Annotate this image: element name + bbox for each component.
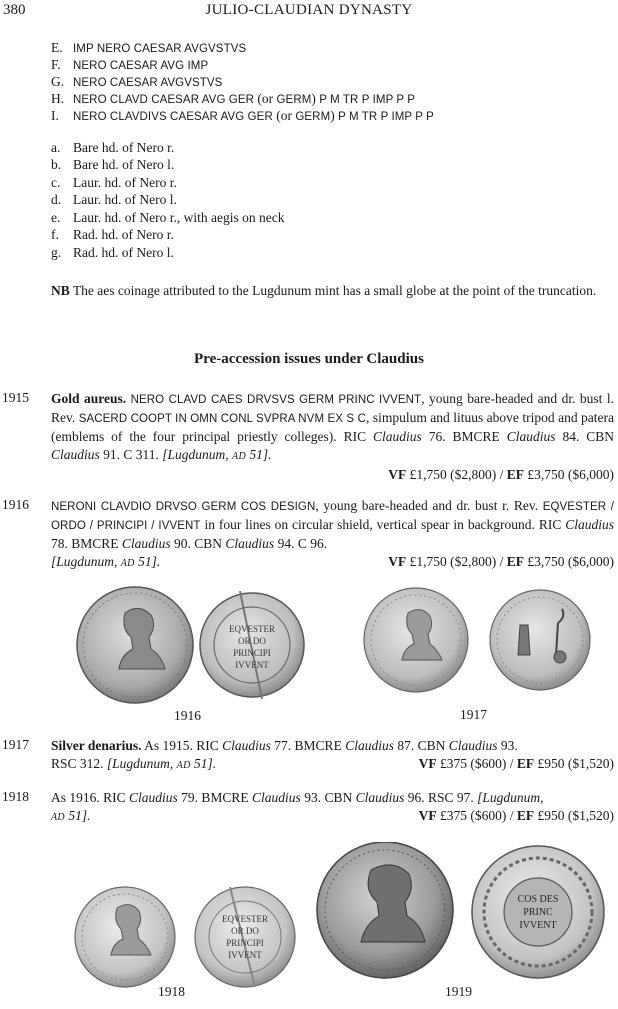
shield-line-2: OR DO bbox=[231, 926, 259, 936]
coin-1919-reverse bbox=[472, 846, 604, 978]
coin-1917-obverse bbox=[364, 588, 468, 692]
price-line-1915: VF £1,750 ($2,800) / EF £3,750 ($6,000) bbox=[388, 467, 614, 482]
legend-g: G. NERO CAESAR AVGVSTVS bbox=[51, 74, 223, 89]
shield-line-3: PRINCIPI bbox=[233, 648, 271, 658]
coin-1917-reverse bbox=[490, 590, 590, 690]
portrait-b: b. Bare hd. of Nero l. bbox=[51, 157, 175, 172]
legend-f: F. NERO CAESAR AVG IMP bbox=[51, 57, 209, 72]
legend-h: H. NERO CLAVD CAESAR AVG GER (or GERM) P M TR P IMP P P bbox=[51, 91, 416, 106]
shield-line-3: PRINCIPI bbox=[226, 938, 264, 948]
nb-note: NB The aes coinage attributed to the Lugdunum mint has a small globe at the point of the truncation. bbox=[51, 283, 597, 298]
catalog-number-1917: 1917 bbox=[2, 737, 29, 752]
caption-1916: 1916 bbox=[174, 708, 201, 723]
coin-plate-1916-1917 bbox=[70, 585, 618, 710]
shield-line-1: EQVESTER bbox=[229, 624, 275, 634]
mint-price-line-1917: RSC 312. [Lugdunum, AD 51]. VF £375 ($600) / EF £950 ($1,520) bbox=[51, 756, 614, 771]
legend-e: E. IMP NERO CAESAR AVGVSTVS bbox=[51, 40, 247, 55]
portrait-d: d. Laur. hd. of Nero l. bbox=[51, 192, 177, 207]
shield-line-2: OR DO bbox=[238, 636, 266, 646]
coin-1918-obverse bbox=[75, 887, 175, 987]
wreath-line-2: PRINC bbox=[523, 907, 553, 918]
wreath-line-1: COS DES bbox=[517, 894, 559, 905]
coin-1919-obverse bbox=[317, 842, 453, 978]
shield-line-4: IVVENT bbox=[228, 950, 262, 960]
catalog-number-1918: 1918 bbox=[2, 789, 29, 804]
catalog-entry-1916: NERONI CLAVDIO DRVSO GERM COS DESIGN, young bare-headed and dr. bust r. Rev. EQVESTER / ORDO / PRINCIPI / IVVENT in four lines on circular shield, vertical spear in background. RIC Claudius 78. BMCRE Claudius 90. CBN Claudius 94. C 96. [Lugdunum, AD 51]. VF £1,750 ($2,800) / EF £3,750 ($6,000) bbox=[51, 497, 614, 573]
catalog-entry-1915: Gold aureus. NERO CLAVD CAES DRVSVS GERM PRINC IVVENT, young bare-headed and dr. bust l. Rev. SACERD COOPT IN OMN CONL SVPRA NVM EX S C, simpulum and lituus above tripod and patera (emblems of the four principal priestly colleges). RIC Claudius 76. BMCRE Claudius 84. CBN Claudius 91. C 311. [Lugdunum, AD 51]. VF £1,750 ($2,800) / EF £3,750 ($6,000) bbox=[51, 391, 615, 482]
catalog-entry-1917: Silver denarius. As 1915. RIC Claudius 77. BMCRE Claudius 87. CBN Claudius 93. RSC 312. [Lugdunum, AD 51]. VF £375 ($600) / EF £950 ($1,520) bbox=[51, 737, 614, 775]
coin-1916-reverse bbox=[200, 591, 304, 699]
shield-line-4: IVVENT bbox=[235, 660, 269, 670]
caption-1919: 1919 bbox=[445, 984, 472, 999]
portrait-c: c. Laur. hd. of Nero r. bbox=[51, 175, 177, 190]
catalog-number-1916: 1916 bbox=[2, 497, 29, 512]
legend-i: I. NERO CLAVDIVS CAESAR AVG GER (or GERM) P M TR P IMP P P bbox=[51, 108, 434, 123]
catalog-entry-1918: As 1916. RIC Claudius 79. BMCRE Claudius 93. CBN Claudius 96. RSC 97. [Lugdunum, AD 51]. VF £375 ($600) / EF £950 ($1,520) bbox=[51, 789, 614, 827]
portrait-a: a. Bare hd. of Nero r. bbox=[51, 140, 175, 155]
mint-price-line-1918: AD 51]. VF £375 ($600) / EF £950 ($1,520) bbox=[51, 808, 614, 823]
coin-1916-obverse bbox=[77, 587, 193, 703]
coin-1918-reverse bbox=[195, 887, 295, 987]
mint-price-line-1916: [Lugdunum, AD 51]. VF £1,750 ($2,800) / EF £3,750 ($6,000) bbox=[51, 554, 614, 569]
section-heading: Pre-accession issues under Claudius bbox=[194, 351, 424, 367]
coin-plate-1918-1919 bbox=[55, 842, 615, 990]
running-title: JULIO-CLAUDIAN DYNASTY bbox=[205, 2, 413, 18]
catalog-number-1915: 1915 bbox=[2, 390, 29, 405]
caption-1918: 1918 bbox=[158, 984, 185, 999]
wreath-line-3: IVVENT bbox=[519, 920, 557, 931]
page-number: 380 bbox=[3, 2, 26, 18]
portrait-f: f. Rad. hd. of Nero r. bbox=[51, 227, 174, 242]
shield-line-1: EQVESTER bbox=[222, 914, 268, 924]
portrait-g: g. Rad. hd. of Nero l. bbox=[51, 245, 174, 260]
caption-1917: 1917 bbox=[460, 707, 487, 722]
portrait-e: e. Laur. hd. of Nero r., with aegis on neck bbox=[51, 210, 285, 225]
